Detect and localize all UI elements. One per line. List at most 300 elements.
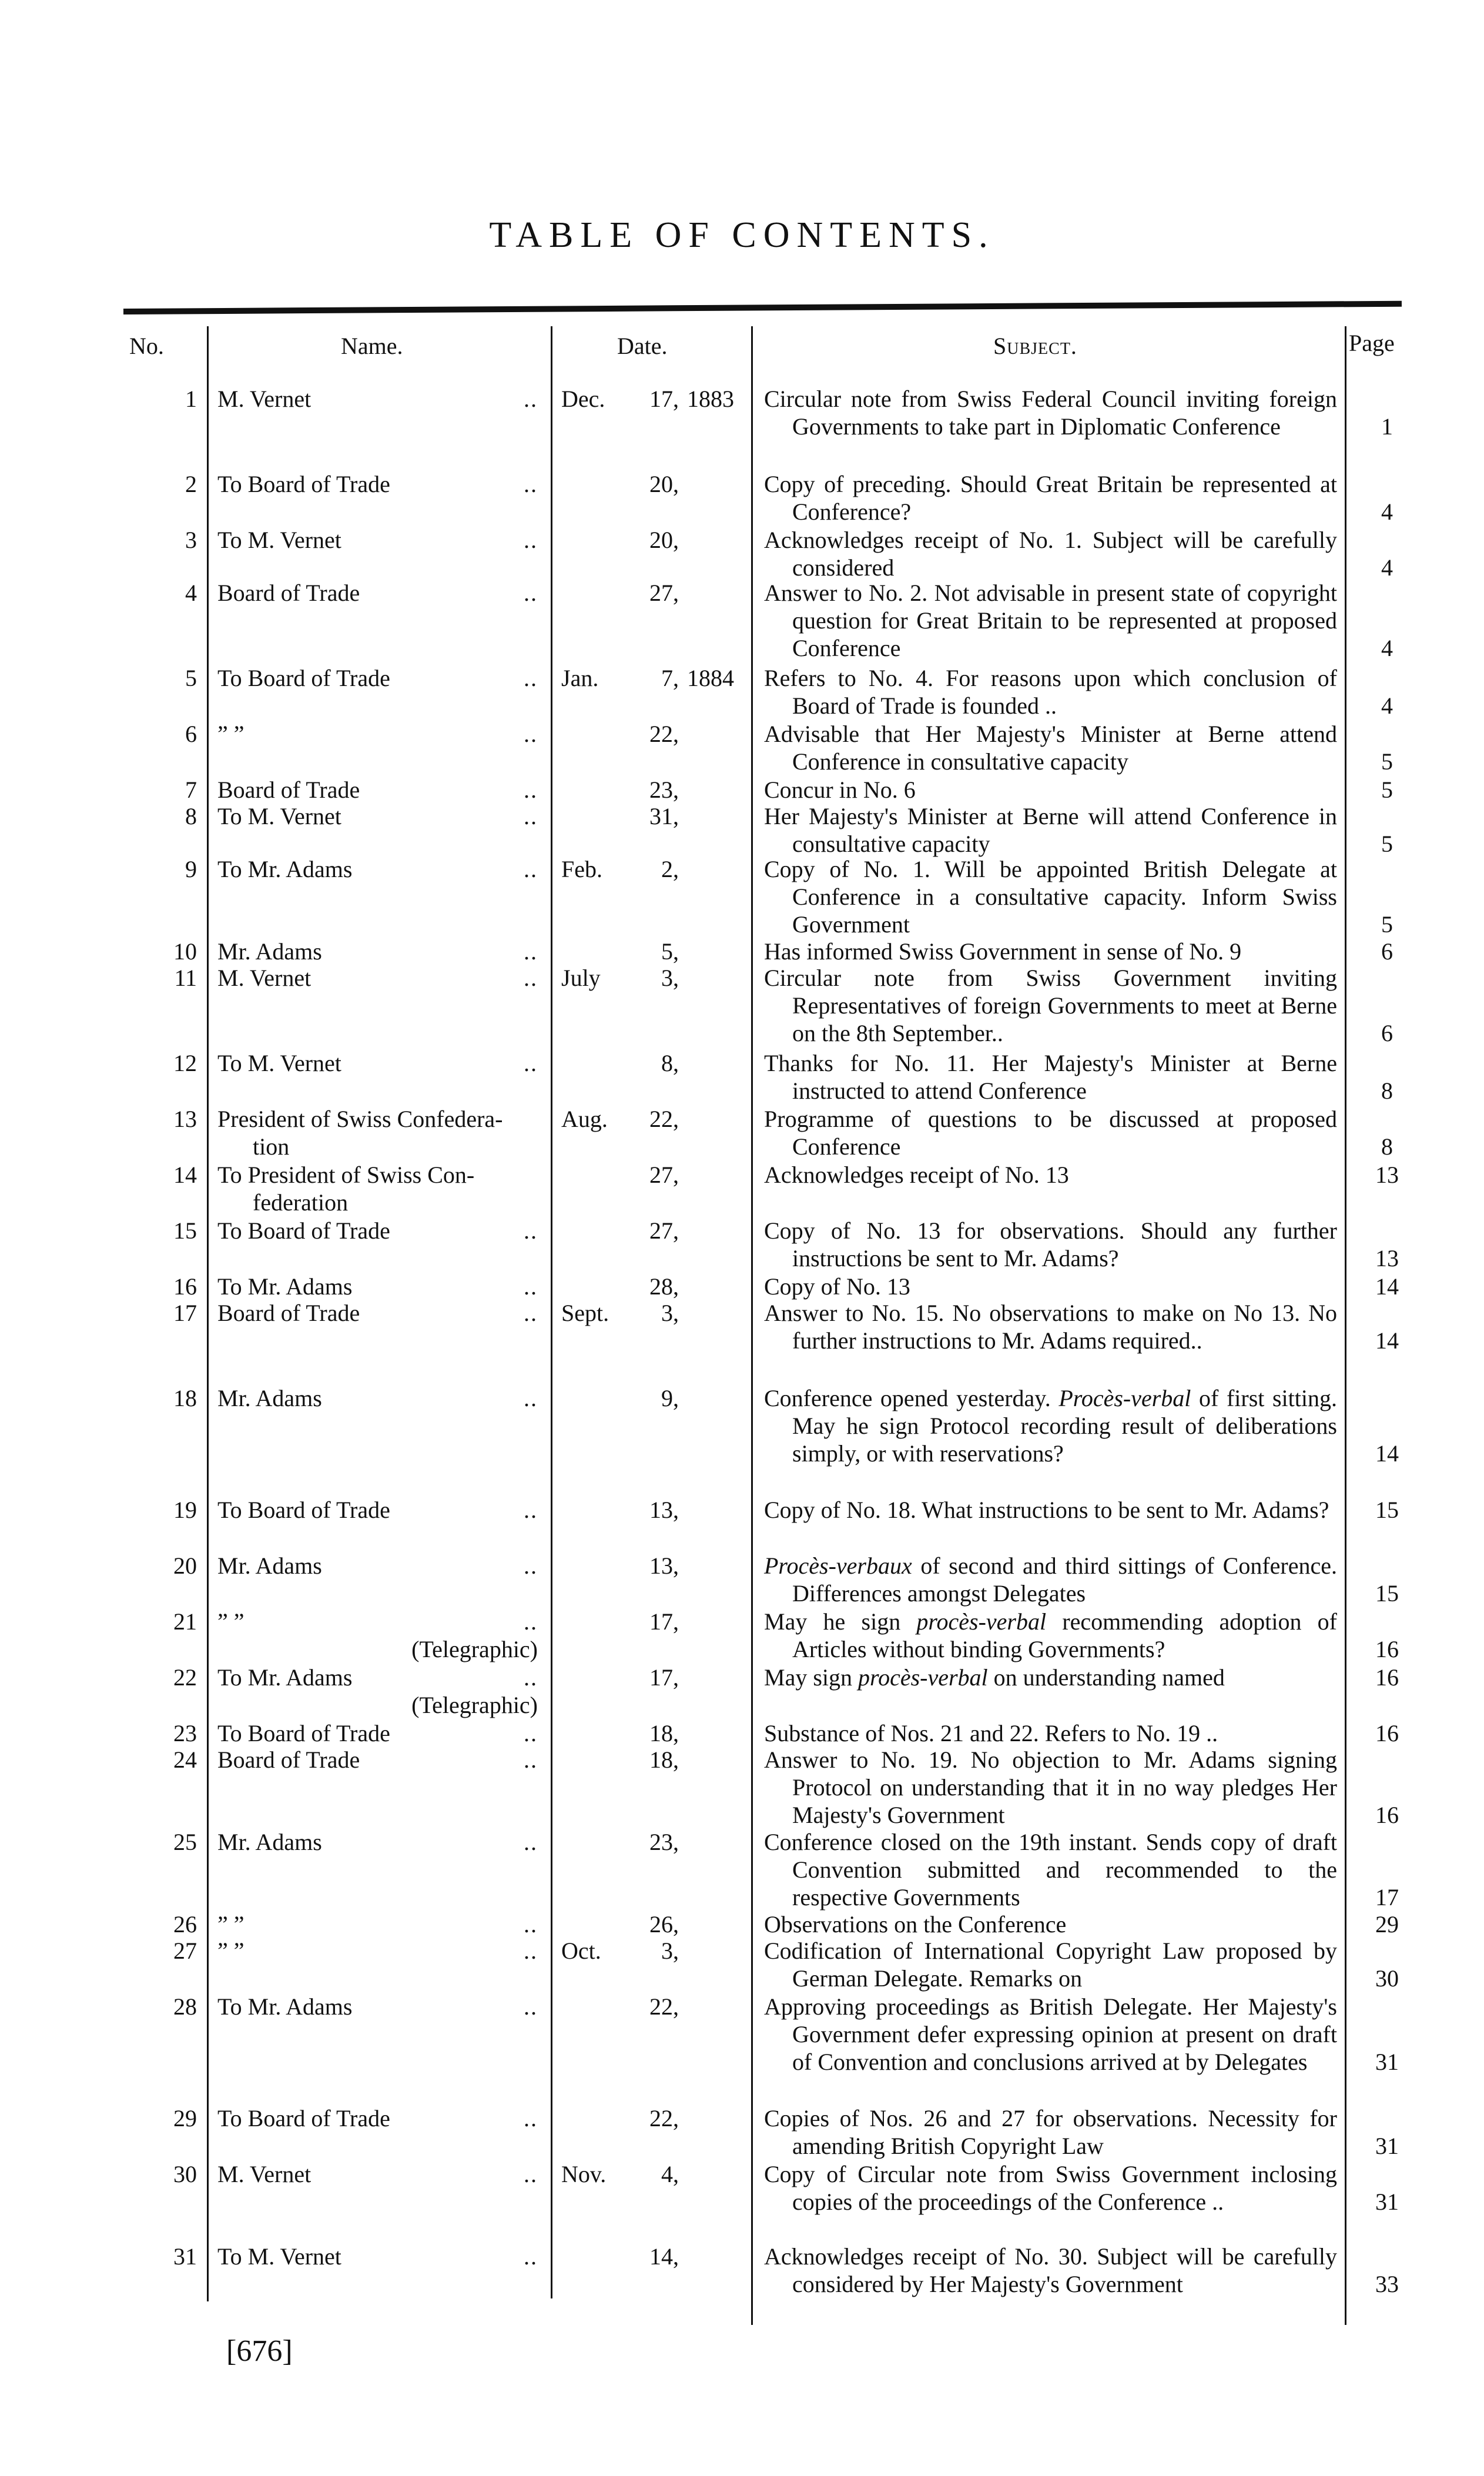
entry-name <box>217 664 544 692</box>
date-month: Nov. <box>561 2161 607 2187</box>
name-text: Board of Trade <box>217 1746 360 1773</box>
page-title: TABLE OF CONTENTS. <box>489 215 995 255</box>
date-day: 18, <box>649 1746 679 1773</box>
entry-date <box>561 526 743 554</box>
page-reference: 15 <box>1375 1497 1399 1523</box>
name-text: To Board of Trade <box>217 1217 390 1244</box>
name-line <box>217 1746 544 1774</box>
entry-name <box>217 1993 544 2020</box>
page-reference: 4 <box>1381 498 1393 525</box>
entry-subject <box>764 2243 1337 2298</box>
entry-subject <box>764 664 1337 720</box>
leader-dots: .. <box>524 1664 538 1691</box>
date-day: 4, <box>661 2161 679 2187</box>
entry-subject <box>764 1217 1337 1272</box>
date-day: 18, <box>649 1720 679 1746</box>
entry-subject <box>764 1910 1337 1938</box>
name-line <box>217 2160 544 2188</box>
page-reference: 5 <box>1381 911 1393 938</box>
entry-name <box>217 1273 544 1300</box>
subject-text: Acknowledges receipt of No. 1. Subject will be carefully considered <box>764 527 1337 581</box>
entry-name <box>217 855 544 883</box>
date-day: 27, <box>649 580 679 606</box>
entry-number: 6 <box>185 721 197 747</box>
entry-name <box>217 1496 544 1524</box>
subject-italic: procès-verbal <box>916 1608 1047 1635</box>
page-reference: 33 <box>1375 2271 1399 2297</box>
entry-subject <box>764 1937 1337 1992</box>
page-reference: 16 <box>1375 1664 1399 1691</box>
entry-name <box>217 1049 544 1077</box>
entry-number: 18 <box>173 1385 197 1411</box>
subject-fragment: May sign <box>764 1664 858 1691</box>
subject-text: Answer to No. 15. No observations to make on No 13. No further instructions to Mr. Adams required.. <box>764 1300 1337 1354</box>
entry-number: 22 <box>173 1664 197 1691</box>
entry-name <box>217 964 544 992</box>
entry-date <box>561 720 743 748</box>
page-reference: 31 <box>1375 2133 1399 2159</box>
name-text: ” ” <box>217 1608 244 1635</box>
name-line <box>217 526 544 554</box>
leader-dots: .. <box>524 2105 538 2132</box>
name-line <box>217 1552 544 1580</box>
page-reference: 5 <box>1381 777 1393 803</box>
name-line <box>217 1993 544 2020</box>
date-day: 17, <box>649 1664 679 1691</box>
name-line <box>217 2243 544 2270</box>
entry-subject <box>764 1273 1337 1300</box>
page-reference: 17 <box>1375 1884 1399 1910</box>
entry-number: 19 <box>173 1497 197 1523</box>
name-line <box>217 802 544 830</box>
entry-name <box>217 1608 544 1663</box>
entry-name <box>217 579 544 607</box>
name-line <box>217 1049 544 1077</box>
date-day: 13, <box>649 1497 679 1523</box>
entry-number: 2 <box>185 471 197 497</box>
leader-dots: .. <box>524 1050 538 1076</box>
entry-number: 14 <box>173 1162 197 1188</box>
entry-number: 21 <box>173 1608 197 1635</box>
header-no: No. <box>129 333 164 359</box>
entry-date <box>561 2104 743 2132</box>
date-day: 22, <box>649 2105 679 2132</box>
entry-subject <box>764 1993 1337 2076</box>
entry-date <box>561 1273 743 1300</box>
entry-date <box>561 1937 743 1965</box>
entry-name <box>217 720 544 748</box>
page-reference: 14 <box>1375 1327 1399 1354</box>
subject-text: Refers to No. 4. For reasons upon which conclusion of Board of Trade is founded .. <box>764 665 1337 719</box>
name-continuation: federation <box>253 1189 349 1216</box>
entry-date <box>561 1105 743 1133</box>
entry-number: 27 <box>173 1938 197 1964</box>
entry-name <box>217 1664 544 1719</box>
page-reference: 6 <box>1381 938 1393 965</box>
entry-name <box>217 1552 544 1580</box>
name-text: To Mr. Adams <box>217 1273 353 1300</box>
subject-text: Circular note from Swiss Federal Council inviting foreign Governments to take part in Diplomatic Conference <box>764 386 1337 440</box>
leader-dots: .. <box>524 1552 538 1579</box>
leader-dots: .. <box>524 803 538 829</box>
entry-name <box>217 1937 544 1965</box>
name-text: Mr. Adams <box>217 1385 322 1411</box>
date-month: Oct. <box>561 1938 601 1964</box>
entry-date <box>561 1608 743 1635</box>
subject-text: Conference closed on the 19th instant. Sends copy of draft Convention submitted and recommended to the respective Governments <box>764 1829 1337 1910</box>
subject-text: Answer to No. 2. Not advisable in present state of copyright question for Great Britain to be represented at proposed Conference <box>764 580 1337 661</box>
header-rule <box>123 301 1402 314</box>
name-text: To M. Vernet <box>217 1050 341 1076</box>
entry-name <box>217 1746 544 1774</box>
entry-date <box>561 664 743 692</box>
date-day: 13, <box>649 1552 679 1579</box>
entry-subject <box>764 1299 1337 1354</box>
date-day: 23, <box>649 1829 679 1855</box>
entry-subject <box>764 1608 1337 1663</box>
entry-name <box>217 1105 544 1160</box>
name-text: President of Swiss Confedera- <box>217 1106 503 1132</box>
name-line <box>217 1384 544 1412</box>
subject-text: Copy of No. 1. Will be appointed British Delegate at Conference in a consultative capacity. Inform Swiss Government <box>764 856 1337 938</box>
name-line <box>217 579 544 607</box>
entry-subject <box>764 855 1337 938</box>
entry-date <box>561 1217 743 1244</box>
date-day: 22, <box>649 721 679 747</box>
leader-dots: .. <box>524 1746 538 1773</box>
header-subject: Subject. <box>993 333 1077 359</box>
name-text: Board of Trade <box>217 777 360 803</box>
name-continuation: tion <box>253 1133 290 1160</box>
header-date: Date. <box>617 333 668 359</box>
subject-text: Copy of preceding. Should Great Britain be represented at Conference? <box>764 471 1337 525</box>
page-reference: 16 <box>1375 1636 1399 1662</box>
leader-dots: .. <box>524 665 538 691</box>
entry-subject <box>764 1105 1337 1160</box>
entry-number: 15 <box>173 1217 197 1244</box>
entry-name <box>217 2243 544 2270</box>
divider-no-name <box>207 326 209 2301</box>
name-text: To Board of Trade <box>217 1497 390 1523</box>
name-text: To M. Vernet <box>217 803 341 829</box>
subject-text <box>764 1664 1337 1691</box>
name-line <box>217 1299 544 1327</box>
entry-subject <box>764 385 1337 440</box>
page-reference: 4 <box>1381 635 1393 661</box>
name-line <box>217 1217 544 1244</box>
subject-text: Observations on the Conference <box>764 1911 1067 1938</box>
subject-italic: Procès-verbaux <box>764 1552 912 1579</box>
name-text: Board of Trade <box>217 580 360 606</box>
divider-name-date <box>551 326 552 2298</box>
entry-number: 30 <box>173 2161 197 2187</box>
subject-text: Codification of International Copyright Law proposed by German Delegate. Remarks on <box>764 1938 1337 1992</box>
subject-fragment: of second and third sittings of Conference. Differences amongst Delegates <box>792 1552 1337 1607</box>
entry-subject <box>764 776 1337 804</box>
date-day: 27, <box>649 1217 679 1244</box>
page-reference: 4 <box>1381 554 1393 581</box>
leader-dots: .. <box>524 580 538 606</box>
name-line <box>217 1496 544 1524</box>
date-month: Dec. <box>561 386 605 412</box>
name-text: To Board of Trade <box>217 471 390 497</box>
subject-text: Copy of No. 13 for observations. Should any further instructions be sent to Mr. Adams? <box>764 1217 1337 1272</box>
page-reference: 31 <box>1375 2189 1399 2215</box>
entry-date <box>561 2160 743 2188</box>
subject-text: Acknowledges receipt of No. 13 <box>764 1162 1069 1188</box>
date-day: 26, <box>649 1911 679 1938</box>
date-day: 5, <box>661 938 679 965</box>
leader-dots: .. <box>524 1608 538 1635</box>
date-day: 3, <box>661 965 679 991</box>
subject-text: Answer to No. 19. No objection to Mr. Adams signing Protocol on understanding that it in no way pledges Her Majesty's Government <box>764 1746 1337 1828</box>
name-text: To Board of Trade <box>217 1720 390 1746</box>
entry-date <box>561 1719 743 1747</box>
entry-number: 11 <box>174 965 197 991</box>
date-month: Feb. <box>561 856 602 882</box>
subject-text: Programme of questions to be discussed at proposed Conference <box>764 1106 1337 1160</box>
name-text: To Mr. Adams <box>217 1993 353 2020</box>
entry-number: 29 <box>173 2105 197 2132</box>
entry-number: 1 <box>185 386 197 412</box>
entry-subject <box>764 470 1337 526</box>
leader-dots: .. <box>524 1829 538 1855</box>
entry-name <box>217 385 544 413</box>
entry-subject <box>764 2104 1337 2160</box>
date-day: 2, <box>661 856 679 882</box>
leader-dots: .. <box>524 1385 538 1411</box>
name-text: Mr. Adams <box>217 1552 322 1579</box>
entry-date <box>561 1384 743 1412</box>
entry-date <box>561 964 743 992</box>
date-day: 8, <box>661 1050 679 1076</box>
subject-text: Approving proceedings as British Delegate. Her Majesty's Government defer expressing opinion at present on draft of Convention and conclusions arrived at by Delegates <box>764 1993 1337 2075</box>
entry-number: 10 <box>173 938 197 965</box>
entry-number: 7 <box>185 777 197 803</box>
entry-number: 13 <box>173 1106 197 1132</box>
name-line <box>217 855 544 883</box>
name-line <box>217 1910 544 1938</box>
page-reference: 1 <box>1381 413 1393 440</box>
subject-text: Has informed Swiss Government in sense of No. 9 <box>764 938 1242 965</box>
subject-text: Circular note from Swiss Government inviting Representatives of foreign Governments to meet at Berne on the 8th September.. <box>764 965 1337 1046</box>
date-day: 17, <box>649 386 679 412</box>
subject-text: Copy of No. 13 <box>764 1273 910 1300</box>
subject-fragment: of first sitting. May he sign Protocol recording result of deliberations simply, or with reservations? <box>792 1385 1337 1467</box>
entry-name <box>217 1910 544 1938</box>
entry-subject <box>764 1496 1337 1524</box>
subject-text: Advisable that Her Majesty's Minister at Berne attend Conference in consultative capacity <box>764 721 1337 775</box>
leader-dots: .. <box>524 2243 538 2270</box>
date-day: 23, <box>649 777 679 803</box>
entry-name <box>217 938 544 965</box>
date-month: July <box>561 965 601 991</box>
page-reference: 5 <box>1381 748 1393 775</box>
page-reference: 16 <box>1375 1802 1399 1828</box>
page-reference: 8 <box>1381 1133 1393 1160</box>
subject-text: Copies of Nos. 26 and 27 for observations. Necessity for amending British Copyright Law <box>764 2105 1337 2159</box>
entry-name <box>217 1299 544 1327</box>
entry-subject <box>764 938 1337 965</box>
name-text: To Board of Trade <box>217 665 390 691</box>
name-text: M. Vernet <box>217 386 311 412</box>
page-reference: 31 <box>1375 2049 1399 2075</box>
entry-name <box>217 802 544 830</box>
name-line <box>217 1105 544 1133</box>
divider-date-subject <box>751 326 753 2325</box>
subject-fragment: recommending adoption of Articles without binding Governments? <box>792 1608 1337 1662</box>
page-reference: 13 <box>1375 1245 1399 1272</box>
entry-subject <box>764 1719 1337 1747</box>
leader-dots: .. <box>524 1993 538 2020</box>
date-day: 20, <box>649 471 679 497</box>
leader-dots: .. <box>524 721 538 747</box>
entry-subject <box>764 1664 1337 1691</box>
name-text: To Mr. Adams <box>217 1664 353 1691</box>
name-line <box>217 1828 544 1856</box>
entry-date <box>561 1299 743 1327</box>
name-line <box>217 938 544 965</box>
subject-italic: Procès-verbal <box>1058 1385 1191 1411</box>
entry-date <box>561 1746 743 1774</box>
leader-dots: .. <box>524 1273 538 1300</box>
date-day: 22, <box>649 1993 679 2020</box>
name-line <box>217 776 544 804</box>
date-month: Aug. <box>561 1106 608 1132</box>
name-text: To M. Vernet <box>217 527 341 553</box>
date-day: 3, <box>661 1300 679 1326</box>
header-page: Page <box>1349 330 1395 356</box>
entry-subject <box>764 802 1337 858</box>
page-reference: 30 <box>1375 1965 1399 1992</box>
telegraphic-note: (Telegraphic) <box>411 1692 538 1718</box>
leader-dots: .. <box>524 938 538 965</box>
entry-name <box>217 2160 544 2188</box>
name-line <box>217 1273 544 1300</box>
name-line <box>217 1664 544 1691</box>
subject-text: Substance of Nos. 21 and 22. Refers to No. 19 .. <box>764 1720 1218 1746</box>
subject-fragment: May he sign <box>764 1608 917 1635</box>
entry-number: 28 <box>173 1993 197 2020</box>
entry-date <box>561 1552 743 1580</box>
page-reference: 29 <box>1375 1911 1399 1938</box>
name-text: Mr. Adams <box>217 1829 322 1855</box>
page-reference: 5 <box>1381 831 1393 857</box>
date-day: 28, <box>649 1273 679 1300</box>
page-reference: 14 <box>1375 1273 1399 1300</box>
entry-name <box>217 2104 544 2132</box>
entry-name <box>217 1217 544 1244</box>
entry-number: 4 <box>185 580 197 606</box>
entry-date <box>561 1161 743 1189</box>
name-line <box>217 470 544 498</box>
subject-text <box>764 1608 1337 1663</box>
leader-dots: .. <box>524 1497 538 1523</box>
page-reference: 16 <box>1375 1720 1399 1746</box>
entry-date <box>561 1910 743 1938</box>
leader-dots: .. <box>524 386 538 412</box>
name-text: ” ” <box>217 1911 244 1938</box>
entry-number: 12 <box>173 1050 197 1076</box>
leader-dots: .. <box>524 527 538 553</box>
name-text: ” ” <box>217 721 244 747</box>
subject-text <box>764 1552 1337 1607</box>
entry-number: 9 <box>185 856 197 882</box>
entry-subject <box>764 526 1337 581</box>
subject-fragment: on understanding named <box>987 1664 1225 1691</box>
subject-text: Acknowledges receipt of No. 30. Subject will be carefully considered by Her Majesty's Government <box>764 2243 1337 2297</box>
name-line <box>217 2104 544 2132</box>
entry-date <box>561 1496 743 1524</box>
entry-number: 26 <box>173 1911 197 1938</box>
entry-number: 25 <box>173 1829 197 1855</box>
entry-name <box>217 1719 544 1747</box>
date-day: 31, <box>649 803 679 829</box>
entry-date <box>561 470 743 498</box>
name-text: M. Vernet <box>217 2161 311 2187</box>
subject-text <box>764 1384 1337 1467</box>
entry-name <box>217 470 544 498</box>
name-text: To Board of Trade <box>217 2105 390 2132</box>
page-reference: 6 <box>1381 1020 1393 1046</box>
date-day: 9, <box>661 1385 679 1411</box>
entry-number: 24 <box>173 1746 197 1773</box>
date-day: 7, <box>661 665 679 691</box>
leader-dots: .. <box>524 1720 538 1746</box>
entry-name <box>217 1384 544 1412</box>
entry-subject <box>764 1552 1337 1607</box>
name-text: ” ” <box>217 1938 244 1964</box>
entry-number: 31 <box>173 2243 197 2270</box>
date-day: 17, <box>649 1608 679 1635</box>
name-text: To President of Swiss Con- <box>217 1162 475 1188</box>
leader-dots: .. <box>524 1938 538 1964</box>
name-text: To Mr. Adams <box>217 856 353 882</box>
date-year: 1884 <box>687 665 734 691</box>
header-name: Name. <box>341 333 403 359</box>
name-text: To M. Vernet <box>217 2243 341 2270</box>
name-text: Mr. Adams <box>217 938 322 965</box>
page-reference: 8 <box>1381 1078 1393 1104</box>
entry-date <box>561 1828 743 1856</box>
entry-name <box>217 526 544 554</box>
date-day: 27, <box>649 1162 679 1188</box>
subject-text: Her Majesty's Minister at Berne will attend Conference in consultative capacity <box>764 803 1337 857</box>
divider-subject-page <box>1345 326 1346 2325</box>
subject-fragment: Conference opened yesterday. <box>764 1385 1059 1411</box>
date-month: Sept. <box>561 1300 609 1326</box>
name-line <box>217 385 544 413</box>
entry-number: 23 <box>173 1720 197 1746</box>
entry-subject <box>764 2160 1337 2216</box>
entry-date <box>561 1049 743 1077</box>
subject-text: Copy of Circular note from Swiss Government inclosing copies of the proceedings of the Conference .. <box>764 2161 1337 2215</box>
entry-subject <box>764 579 1337 662</box>
name-line <box>217 1161 544 1189</box>
entry-name <box>217 776 544 804</box>
telegraphic-note: (Telegraphic) <box>411 1636 538 1662</box>
entry-date <box>561 385 743 413</box>
date-day: 14, <box>649 2243 679 2270</box>
page-number: [676] <box>226 2334 293 2368</box>
name-text: Board of Trade <box>217 1300 360 1326</box>
entry-subject <box>764 1384 1337 1467</box>
entry-date <box>561 802 743 830</box>
entry-subject <box>764 1049 1337 1105</box>
entry-number: 16 <box>173 1273 197 1300</box>
date-month: Jan. <box>561 665 599 691</box>
subject-text: Concur in No. 6 <box>764 777 916 803</box>
